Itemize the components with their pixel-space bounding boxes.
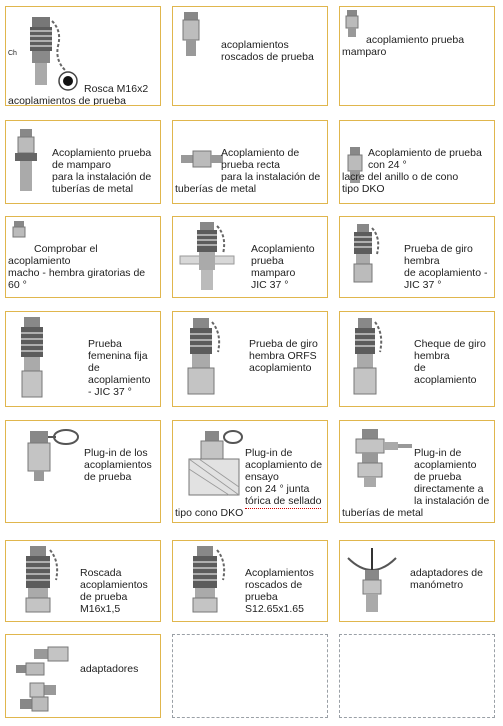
tile-14-caption-line-6: tipo cono DKO xyxy=(175,507,244,519)
tile-16-caption-line-2: acoplamientos xyxy=(80,579,148,591)
tile-4-caption-line-2: de mamparo xyxy=(52,159,111,171)
product-tile-4[interactable] xyxy=(5,120,161,204)
tile-15-caption-line-3: de prueba xyxy=(414,471,462,483)
tile-4-caption-line-1: Acoplamiento prueba xyxy=(52,147,152,159)
tile-11-caption-line-3: acoplamiento xyxy=(249,362,312,374)
tile-16-caption-line-1: Roscada xyxy=(80,567,122,579)
tile-14-caption-line-4: con 24 ° junta xyxy=(245,483,310,495)
tile-1-caption-line-2: acoplamientos de prueba xyxy=(8,95,126,106)
product-tile-6[interactable] xyxy=(339,120,495,204)
product-tile-2[interactable] xyxy=(172,6,328,106)
tile-16-caption-line-3: de prueba xyxy=(80,591,128,603)
product-tile-10[interactable] xyxy=(5,311,161,407)
tile-13-caption-line-1: Plug-in de los xyxy=(84,447,148,459)
product-tile-9[interactable] xyxy=(339,216,495,298)
tile-13-caption-line-3: de prueba xyxy=(84,471,132,483)
product-tile-13[interactable] xyxy=(5,420,161,523)
tile-18-caption-line-1: adaptadores de xyxy=(410,567,483,579)
tile-3-caption-line-2: mamparo xyxy=(342,46,387,58)
tile-15-caption-line-1: Plug-in de xyxy=(414,447,462,459)
tile-7-caption-line-3: macho - hembra giratorias de xyxy=(8,267,146,279)
coupling-m16x2-drawing xyxy=(10,11,80,96)
swivel-orfs-coupling-drawing xyxy=(176,316,232,402)
product-tile-1[interactable] xyxy=(5,6,161,106)
tile-10-caption-line-3: de xyxy=(88,362,100,374)
tile-15-caption-line-4: directamente a xyxy=(414,483,484,495)
dim-label-ch: Ch xyxy=(8,50,17,57)
tile-14-caption-line-3: ensayo xyxy=(245,471,279,483)
tile-13-caption-line-2: acoplamientos xyxy=(84,459,152,471)
product-tile-5[interactable] xyxy=(172,120,328,204)
tile-9-caption-line-4: JIC 37 ° xyxy=(404,279,442,291)
product-tile-18[interactable] xyxy=(339,540,495,622)
tile-6-caption-line-1: Acoplamiento de prueba xyxy=(368,147,482,159)
tile-5-caption-line-2: prueba recta xyxy=(221,159,280,171)
tile-7-caption-line-4: 60 ° xyxy=(8,279,27,291)
empty-slot-1 xyxy=(172,634,328,718)
tile-14-caption-line-1: Plug-in de xyxy=(245,447,293,459)
tile-10-caption-line-1: Prueba xyxy=(88,338,122,350)
tile-10-caption-line-4: acoplamiento xyxy=(88,374,151,386)
tile-1-caption-line-1: Rosca M16x2 xyxy=(84,83,149,95)
tile-5-caption-line-4: tuberías de metal xyxy=(175,183,257,195)
tile-6-caption-line-4: tipo DKO xyxy=(342,183,385,195)
tile-10-caption-line-2: femenina fija xyxy=(88,350,148,362)
tile-6-caption-line-3: lacre del anillo o de cono xyxy=(342,171,459,183)
swivel-coupling-60-drawing xyxy=(9,219,29,243)
tile-2-caption-line-2: roscados de prueba xyxy=(221,51,314,63)
tile-15-caption-line-2: acoplamiento xyxy=(414,459,477,471)
threaded-coupling-drawing xyxy=(179,10,203,60)
tile-11-caption-line-2: hembra ORFS xyxy=(249,350,317,362)
tile-7-caption-line-2: acoplamiento xyxy=(8,255,71,267)
product-tile-3[interactable] xyxy=(339,6,495,106)
tile-17-caption-line-4: S12.65x1.65 xyxy=(245,603,304,615)
plug-in-dko-coupling-drawing xyxy=(175,429,245,499)
plug-in-coupling-drawing xyxy=(10,425,84,485)
tile-9-caption-line-2: hembra xyxy=(404,255,440,267)
product-tile-17[interactable] xyxy=(172,540,328,622)
tile-3-caption-line-1: acoplamiento prueba xyxy=(366,34,465,46)
product-tile-11[interactable] xyxy=(172,311,328,407)
empty-slot-2 xyxy=(339,634,495,718)
tile-17-caption-line-2: roscados de xyxy=(245,579,303,591)
tile-9-caption-line-1: Prueba de giro xyxy=(404,243,473,255)
tile-19-caption-line-1: adaptadores xyxy=(80,663,139,675)
tile-15-caption-line-6: tuberías de metal xyxy=(342,507,424,519)
product-tile-7[interactable] xyxy=(5,216,161,298)
tile-14-caption-line-2: acoplamiento de xyxy=(245,459,323,471)
tile-7-caption-line-1: Comprobar el xyxy=(34,243,98,255)
threaded-m16x15-drawing xyxy=(12,544,70,620)
tile-12-caption-line-3: de xyxy=(414,362,426,374)
tile-5-caption-line-1: Acoplamiento de xyxy=(221,147,300,159)
bulkhead-pipe-coupling-drawing xyxy=(11,127,41,197)
tile-18-caption-line-2: manómetro xyxy=(410,579,464,591)
product-tile-14[interactable] xyxy=(172,420,328,523)
tile-8-caption-line-3: mamparo xyxy=(251,267,296,279)
bulkhead-coupling-drawing xyxy=(342,9,362,39)
tile-12-caption-line-1: Cheque de giro xyxy=(414,338,486,350)
tile-17-caption-line-3: prueba xyxy=(245,591,278,603)
product-tile-16[interactable] xyxy=(5,540,161,622)
tile-9-caption-line-3: de acoplamiento - xyxy=(404,267,488,279)
tile-6-caption-line-2: con 24 ° xyxy=(368,159,407,171)
tile-11-caption-line-1: Prueba de giro xyxy=(249,338,318,350)
tile-16-caption-line-4: M16x1,5 xyxy=(80,603,121,615)
tile-8-caption-line-4: JIC 37 ° xyxy=(251,279,289,291)
tile-5-caption-line-3: para la instalación de xyxy=(221,171,321,183)
tile-12-caption-line-4: acoplamiento xyxy=(414,374,477,386)
product-tile-15[interactable] xyxy=(339,420,495,523)
product-tile-19[interactable] xyxy=(5,634,161,718)
plug-in-pipe-coupling-drawing xyxy=(342,425,414,491)
tile-10-caption-line-5: - JIC 37 ° xyxy=(88,386,132,398)
gauge-adapter-drawing xyxy=(344,544,400,620)
tile-17-caption-line-1: Acoplamientos xyxy=(245,567,314,579)
tile-15-caption-line-5: la instalación de xyxy=(414,495,490,507)
tile-8-caption-line-2: prueba xyxy=(251,255,284,267)
female-fixed-jic-drawing xyxy=(11,315,55,403)
tile-2-caption-line-1: acoplamientos xyxy=(221,39,289,51)
tile-8-caption-line-1: Acoplamiento xyxy=(251,243,315,255)
tile-4-caption-line-4: tuberías de metal xyxy=(52,183,134,195)
swivel-jic-coupling-drawing xyxy=(345,222,385,292)
straight-coupling-drawing xyxy=(179,147,225,171)
bulkhead-jic-coupling-drawing xyxy=(176,220,240,296)
adapters-drawing xyxy=(10,641,74,715)
swivel-check-coupling-drawing xyxy=(344,316,390,402)
product-tile-12[interactable] xyxy=(339,311,495,407)
product-tile-8[interactable] xyxy=(172,216,328,298)
tile-14-caption-line-5: tórica de sellado xyxy=(245,495,322,507)
tile-4-caption-line-3: para la instalación de xyxy=(52,171,152,183)
tile-12-caption-line-2: hembra xyxy=(414,350,450,362)
threaded-s1265-drawing xyxy=(179,544,237,620)
